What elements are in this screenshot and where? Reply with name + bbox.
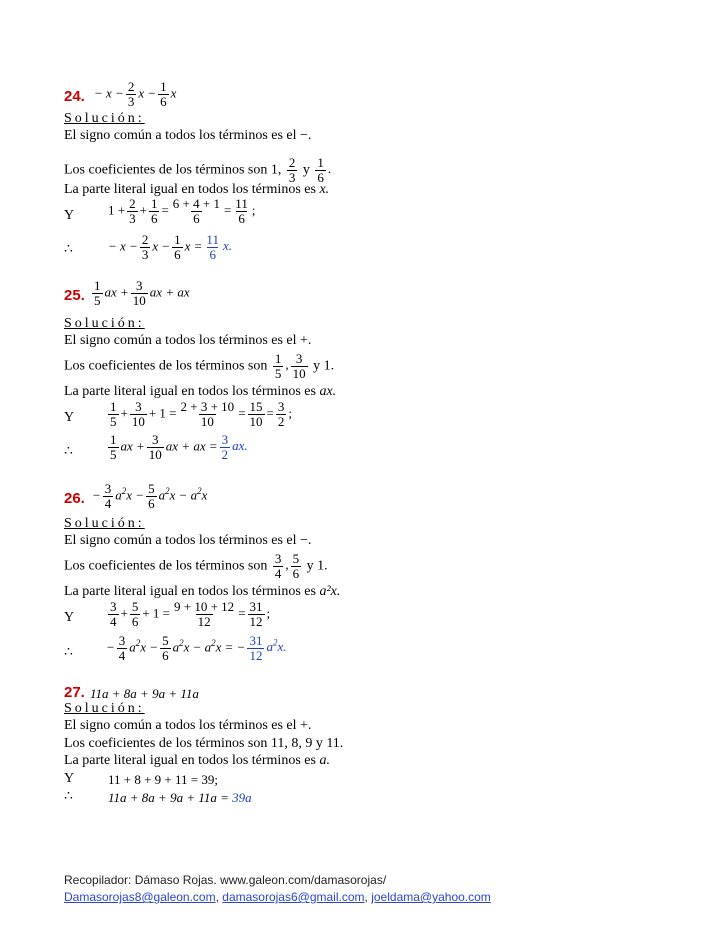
solution-heading: Solución:	[64, 701, 145, 716]
coefficients-statement: Los coeficientes de los términos son $\frac{3}{4}$ , $\frac{5}{6}$ y 1.	[64, 551, 328, 581]
coefficient-sum: $\frac{1}{5}$ + $\frac{3}{10}$ + 1 = $\frac{2 + 3 + 10}{10}$ = $\frac{15}{10}$ = $\frac{3}{2}$ ;	[110, 399, 292, 429]
coefficients-label: Los coeficientes de los términos son	[64, 558, 268, 574]
literal-value: ax.	[319, 384, 337, 399]
literal-value: x.	[319, 182, 330, 197]
final-result: − x − $\frac{2}{3}$ x − $\frac{1}{6}$ x = $\frac{11}{6}$ x.	[108, 232, 232, 262]
problem-expression: $\frac{1}{5}$ ax + $\frac{3}{10}$ ax + ax	[94, 278, 190, 308]
coefficient-sum: $\frac{3}{4}$ + $\frac{5}{6}$ + 1 = $\frac{9 + 10 + 12}{12}$ = $\frac{31}{12}$ ;	[110, 599, 271, 629]
coefficients-connector: y 1.	[306, 558, 328, 574]
solution-heading: Solución:	[64, 111, 145, 126]
literal-label: La parte literal igual en todos los términos es	[64, 753, 316, 768]
problem-number: 24.	[64, 88, 85, 105]
coefficients-statement: Los coeficientes de los términos son $\frac{1}{5}$ , $\frac{3}{10}$ y 1.	[64, 351, 335, 381]
literal-label: La parte literal igual en todos los términos es	[64, 384, 316, 399]
literal-value: a²x.	[319, 584, 341, 599]
final-result	[108, 790, 252, 806]
email-separator: ,	[364, 890, 368, 904]
therefore-symbol: ∴	[64, 789, 73, 804]
coefficients-connector: y 1.	[313, 358, 335, 374]
therefore-symbol: ∴	[64, 645, 73, 660]
literal-statement	[64, 384, 336, 400]
literal-value: a.	[319, 753, 330, 768]
coefficients-label: Los coeficientes de los términos son	[64, 358, 268, 374]
problem-number: 27.	[64, 684, 85, 701]
coefficient-sum: 1 + $\frac{2}{3}$ + $\frac{1}{6}$ = $\frac{6 + 4 + 1}{6}$ = $\frac{11}{6}$ ;	[108, 196, 256, 226]
y-label: Y	[64, 610, 75, 625]
coefficients-statement: Los coeficientes de los términos son 11, 8, 9 y 11.	[64, 736, 344, 751]
literal-statement	[64, 584, 340, 600]
final-result: $\frac{1}{5}$ ax + $\frac{3}{10}$ ax + ax = $\frac{3}{2}$ ax.	[110, 432, 248, 462]
therefore-symbol: ∴	[64, 444, 73, 459]
coefficient-sum: 11 + 8 + 9 + 11 = 39;	[108, 772, 218, 787]
problem-number: 25.	[64, 287, 85, 304]
sign-statement: El signo común a todos los términos es el +.	[64, 718, 312, 733]
y-label: Y	[64, 410, 75, 425]
final-result-rhs: 39a	[232, 790, 252, 805]
solution-heading: Solución:	[64, 316, 145, 331]
literal-label: La parte literal igual en todos los términos es	[64, 584, 316, 599]
problem-number: 26.	[64, 490, 85, 507]
y-label: Y	[64, 771, 75, 786]
problem-expression: − x − $\frac{2}{3}$ x − $\frac{1}{6}$ x	[94, 79, 177, 109]
footer-credit: Recopilador: Dámaso Rojas. www.galeon.com/damasorojas/	[64, 873, 387, 887]
solution-heading: Solución:	[64, 516, 145, 531]
coefficients-connector: y	[302, 162, 310, 178]
footer-emails	[64, 890, 491, 904]
sign-statement: El signo común a todos los términos es el −.	[64, 128, 312, 143]
problem-expression: − $\frac{3}{4}$ $a^2x$ − $\frac{5}{6}$ $a^2x - a^2x$	[92, 481, 208, 511]
email-link[interactable]: joeldama@yahoo.com	[371, 890, 491, 904]
therefore-symbol: ∴	[64, 242, 73, 257]
email-link[interactable]: damasorojas6@gmail.com	[222, 890, 365, 904]
email-link[interactable]: Damasorojas8@galeon.com	[64, 890, 216, 904]
coefficients-statement: Los coeficientes de los términos son 1, $\frac{2}{3}$ y $\frac{1}{6}$ .	[64, 155, 332, 185]
final-result-lhs: 11a + 8a + 9a + 11a =	[108, 790, 229, 805]
final-result: − $\frac{3}{4}$ $a^2x$ − $\frac{5}{6}$ $a^2x - a^2x$ = − $\frac{31}{12}$ $a^2x$.	[106, 633, 287, 663]
sign-statement: El signo común a todos los términos es el −.	[64, 533, 312, 548]
problem-expression: 11a + 8a + 9a + 11a	[90, 686, 199, 701]
literal-label: La parte literal igual en todos los términos es	[64, 182, 316, 197]
email-separator: ,	[215, 890, 219, 904]
coefficients-label: Los coeficientes de los términos son 1,	[64, 162, 282, 178]
sign-statement: El signo común a todos los términos es el +.	[64, 333, 312, 348]
literal-statement	[64, 753, 330, 769]
y-label: Y	[64, 208, 75, 223]
